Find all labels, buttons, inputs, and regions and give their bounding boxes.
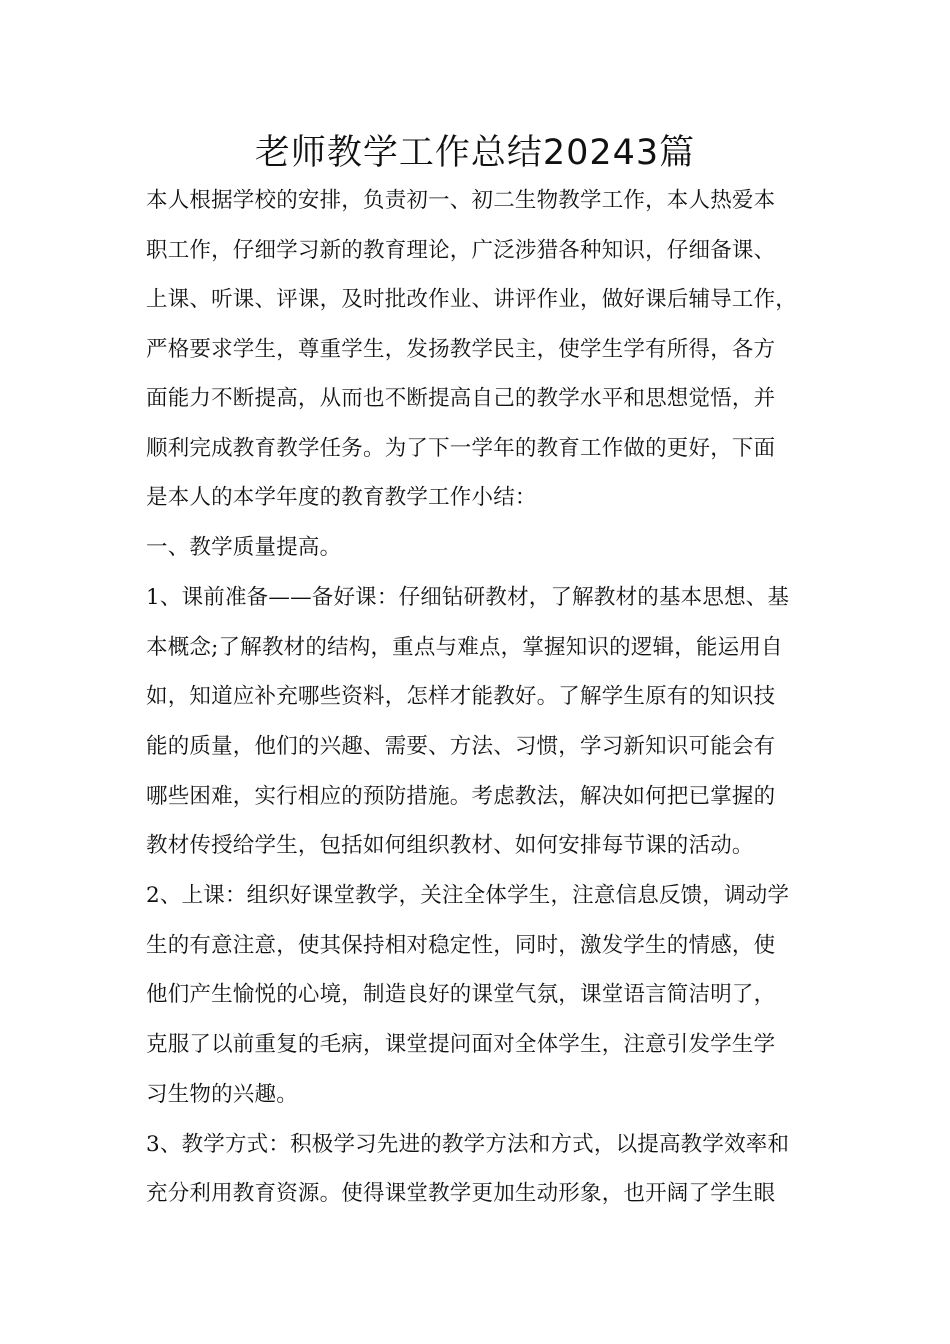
body-text-line: 如，知道应补充哪些资料，怎样才能教好。了解学生原有的知识技 bbox=[146, 684, 776, 709]
body-text-line: 顺利完成教育教学任务。为了下一学年的教育工作做的更好，下面 bbox=[146, 436, 776, 461]
body-text-line: 习生物的兴趣。 bbox=[146, 1082, 298, 1107]
body-text-line: 克服了以前重复的毛病，课堂提问面对全体学生，注意引发学生学 bbox=[146, 1032, 776, 1057]
body-text-line: 职工作，仔细学习新的教育理论，广泛涉猎各种知识，仔细备课、 bbox=[146, 238, 776, 263]
body-text-line: 充分利用教育资源。使得课堂教学更加生动形象，也开阔了学生眼 bbox=[146, 1181, 776, 1206]
body-text-line: 教材传授给学生，包括如何组织教材、如何安排每节课的活动。 bbox=[146, 833, 754, 858]
body-text-line: 生的有意注意，使其保持相对稳定性，同时，激发学生的情感，使 bbox=[146, 933, 776, 958]
body-text-line: 1、课前准备——备好课：仔细钻研教材，了解教材的基本思想、基 bbox=[146, 585, 790, 610]
body-text-line: 面能力不断提高，从而也不断提高自己的教学水平和思想觉悟，并 bbox=[146, 386, 776, 411]
body-text-line: 哪些困难，实行相应的预防措施。考虑教法，解决如何把已掌握的 bbox=[146, 784, 776, 809]
body-text-line: 严格要求学生，尊重学生，发扬教学民主，使学生学有所得，各方 bbox=[146, 337, 776, 362]
body-text-line: 是本人的本学年度的教育教学工作小结： bbox=[146, 485, 537, 510]
body-text-line: 2、上课：组织好课堂教学，关注全体学生，注意信息反馈，调动学 bbox=[146, 883, 790, 908]
body-text-line: 3、教学方式：积极学习先进的教学方法和方式，以提高教学效率和 bbox=[146, 1132, 790, 1157]
body-text-line: 上课、听课、评课，及时批改作业、讲评作业，做好课后辅导工作， bbox=[146, 287, 798, 312]
body-text-line: 本人根据学校的安排，负责初一、初二生物教学工作，本人热爱本 bbox=[146, 188, 776, 213]
page-title: 老师教学工作总结20243篇 bbox=[254, 133, 696, 173]
body-text-line: 能的质量，他们的兴趣、需要、方法、习惯，学习新知识可能会有 bbox=[146, 734, 776, 759]
body-text-line: 本概念;了解教材的结构，重点与难点，掌握知识的逻辑，能运用自 bbox=[146, 635, 783, 660]
body-text-line: 一、教学质量提高。 bbox=[146, 535, 342, 560]
body-text-line: 他们产生愉悦的心境，制造良好的课堂气氛，课堂语言简洁明了， bbox=[146, 982, 776, 1007]
